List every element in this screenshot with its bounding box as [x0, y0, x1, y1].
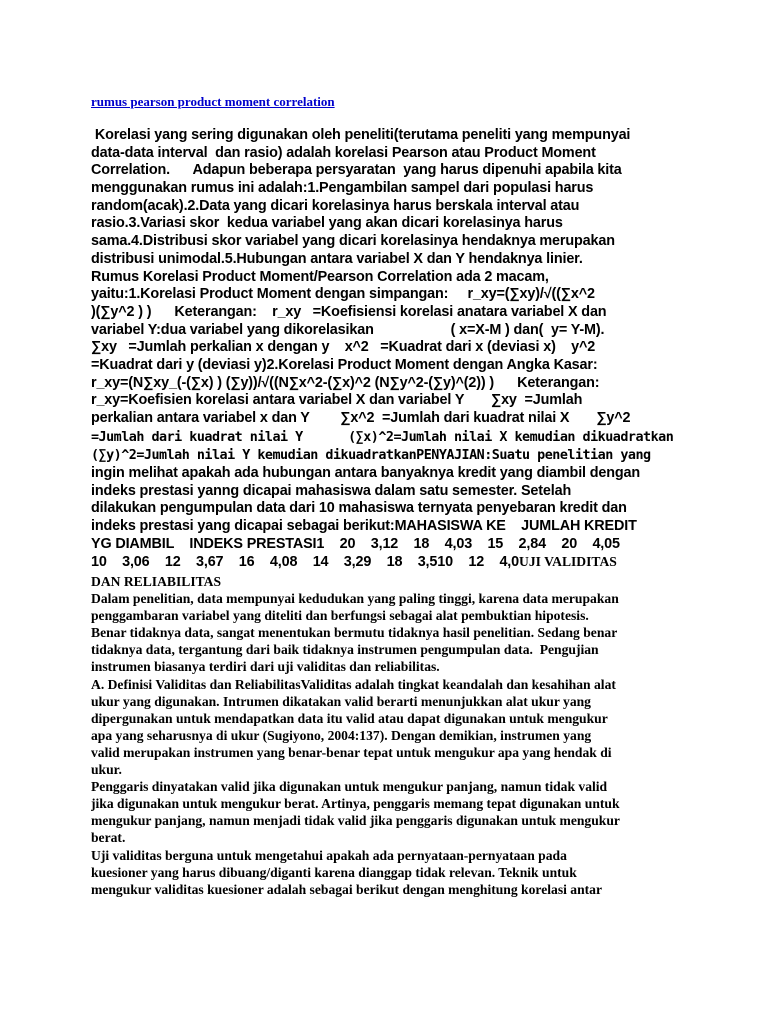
text-line: indeks prestasi yang dicapai sebagai berikut:MAHASISWA KE JUMLAH KREDIT [91, 518, 637, 535]
text-line: Benar tidaknya data, sangat menentukan bermutu tidaknya hasil penelitian. Sedang benar [91, 625, 618, 641]
text-line: distribusi unimodal.5.Hubungan antara variabel X dan Y hendaknya linier. [91, 250, 583, 267]
validitas-section [91, 573, 691, 898]
text-line: berat. [91, 830, 126, 846]
text-line: A. Definisi Validitas dan ReliabilitasValiditas adalah tingkat keandalah dan kesahihan alat [91, 676, 616, 692]
text-line: indeks prestasi yanng dicapai mahasiswa dalam satu semester. Setelah [91, 482, 572, 499]
penyajian-paragraph [91, 465, 691, 571]
section-heading-start: UJI VALIDITAS [519, 554, 617, 570]
section-heading: DAN RELIABILITAS [91, 574, 222, 589]
mono-text-block [91, 429, 691, 464]
text-line: apa yang seharusnya di ukur (Sugiyono, 2004:137). Dengan demikian, instrumen yang [91, 727, 592, 743]
pearson-paragraph [91, 127, 691, 428]
text-line: r_xy=Koefisien korelasi antara variabel X dan variabel Y ∑xy =Jumlah [91, 392, 583, 409]
text-line: rasio.3.Variasi skor kedua variabel yang akan dicari korelasinya harus [91, 215, 563, 232]
text-line: =Kuadrat dari y (deviasi y)2.Korelasi Product Moment dengan Angka Kasar: [91, 356, 598, 373]
text-line: variabel Y:dua variabel yang dikorelasikan ( x=X-M ) dan( y= Y-M). [91, 321, 605, 338]
mono-text-line: (∑y)^2=Jumlah nilai Y kemudian dikuadratkanPENYAJIAN:Suatu penelitian yang [91, 447, 651, 463]
text-line: Dalam penelitian, data mempunyai kedudukan yang paling tinggi, karena data merupakan [91, 591, 619, 607]
text-line: dipergunakan untuk mendapatkan data itu valid atau dapat digunakan untuk mengukur [91, 710, 608, 726]
mono-text-line: =Jumlah dari kuadrat nilai Y (∑x)^2=Jumlah nilai X kemudian dikuadratkan [91, 430, 674, 445]
text-line: mengukur validitas kuesioner adalah sebagai berikut dengan menghitung korelasi antar [91, 881, 602, 897]
title-link[interactable]: rumus pearson product moment correlation [91, 94, 335, 109]
text-line: ingin melihat apakah ada hubungan antara banyaknya kredit yang diambil dengan [91, 465, 641, 481]
text-line: yaitu:1.Korelasi Product Moment dengan simpangan: r_xy=(∑xy)/√((∑x^2 [91, 286, 595, 303]
text-line: data-data interval dan rasio) adalah korelasi Pearson atau Product Moment [91, 144, 596, 161]
text-line: YG DIAMBIL INDEKS PRESTASI1 20 3,12 18 4,03 15 2,84 20 4,05 [91, 535, 620, 552]
text-line: ukur. [91, 762, 122, 778]
text-line: r_xy=(N∑xy_(-(∑x) ) (∑y))/√((N∑x^2-(∑x)^2 (N∑y^2-(∑y)^(2)) ) Keterangan: [91, 374, 600, 391]
text-line: sama.4.Distribusi skor variabel yang dicari korelasinya hendaknya merupakan [91, 233, 615, 250]
text-line: instrumen biasanya terdiri dari uji validitas dan reliabilitas. [91, 659, 440, 675]
text-line: ∑xy =Jumlah perkalian x dengan y x^2 =Kuadrat dari x (deviasi x) y^2 [91, 339, 596, 356]
text-line: mengukur panjang, namun menjadi tidak valid jika penggaris digunakan untuk mengukur [91, 813, 620, 829]
text-line: perkalian antara variabel x dan Y ∑x^2 =Jumlah dari kuadrat nilai X ∑y^2 [91, 410, 631, 426]
text-line: )(∑y^2 ) ) Keterangan: r_xy =Koefisiensi korelasi anatara variabel X dan [91, 303, 607, 320]
text-line: dilakukan pengumpulan data dari 10 mahasiswa ternyata penyebaran kredit dan [91, 500, 627, 517]
text-line: Uji validitas berguna untuk mengetahui apakah ada pernyataan-pernyataan pada [91, 847, 567, 863]
text-line: Korelasi yang sering digunakan oleh peneliti(terutama peneliti yang mempunyai [91, 127, 631, 143]
text-line: ukur yang digunakan. Intrumen dikatakan valid berarti menunjukkan alat ukur yang [91, 693, 591, 709]
text-line: penggambaran variabel yang diteliti dan berfungsi sebagai alat pembuktian hipotesis. [91, 608, 589, 624]
text-line: Correlation. Adapun beberapa persyaratan yang harus dipenuhi apabila kita [91, 162, 622, 179]
text-line: random(acak).2.Data yang dicari korelasinya harus berskala interval atau [91, 197, 580, 214]
data-values-text: 10 3,06 12 3,67 16 4,08 14 3,29 18 3,510 12 4,0 [91, 554, 520, 571]
text-line: Rumus Korelasi Product Moment/Pearson Correlation ada 2 macam, [91, 268, 549, 285]
text-line: tidaknya data, tergantung dari baik tidaknya instrumen pengumpulan data. Pengujian [91, 642, 599, 658]
text-line: kuesioner yang harus dibuang/diganti karena dianggap tidak relevan. Teknik untuk [91, 864, 577, 880]
text-line-mixed [91, 553, 691, 571]
text-line: Penggaris dinyatakan valid jika digunakan untuk mengukur panjang, namun tidak valid [91, 779, 608, 795]
text-line: jika digunakan untuk mengukur berat. Artinya, penggaris memang tepat digunakan untuk [91, 796, 620, 812]
text-line: valid merupakan instrumen yang benar-benar tepat untuk mengukur apa yang hendak di [91, 744, 612, 760]
text-line: menggunakan rumus ini adalah:1.Pengambilan sampel dari populasi harus [91, 180, 594, 197]
